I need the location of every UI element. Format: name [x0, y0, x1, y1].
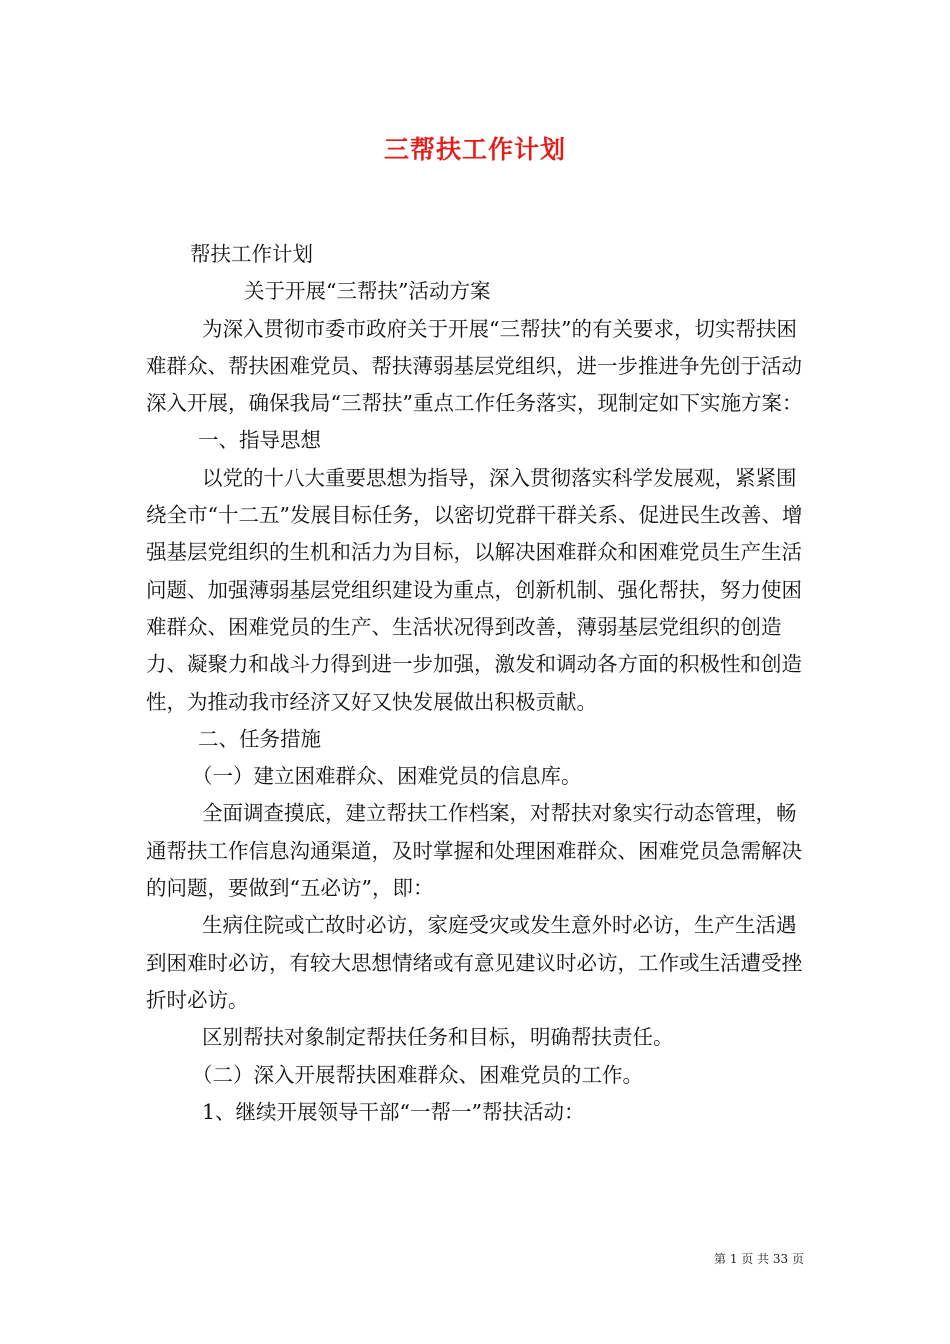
subtitle-scheme: 关于开展“三帮扶”活动方案	[244, 279, 491, 304]
page-number: 第 1 页 共 33 页	[714, 1252, 804, 1266]
document-title: 三帮扶工作计划	[383, 135, 566, 164]
paragraph-survey: 全面调查摸底，建立帮扶工作档案，对帮扶对象实行动态管理，畅通帮扶工作信息沟通渠道，及时掌握和处理困难群众、困难党员急需解决的问题，要做到“五必访”，即：	[146, 801, 802, 901]
subtitle-plan: 帮扶工作计划	[190, 242, 313, 266]
paragraph-five-visits: 生病住院或亡故时必访，家庭受灾或发生意外时必访，生产生活遇到困难时必访，有较大思想情绪或有意见建议时必访，工作或生活遭受挫折时必访。	[146, 913, 802, 1012]
paragraph-one-to-one: 1、继续开展领导干部“一帮一”帮扶活动：	[202, 1099, 585, 1124]
paragraph-guiding-thought: 以党的十八大重要思想为指导，深入贯彻落实科学发展观，紧紧围绕全市“十二五”发展目标任务，以密切党群干群关系、促进民生改善、增强基层党组织的生机和活力为目标，以解决困难群众和困难党员生产生活问题、加强薄弱基层党组织建设为重点，创新机制、强化帮扶，努力使困难群众、困难党员的生产、生活状况得到改善，薄弱基层党组织的创造力、凝聚力和战斗力得到进一步加强，激发和调动各方面的积极性和创造性，为推动我市经济又好又快发展做出积极贡献。	[146, 465, 803, 714]
subsection-heading-database: （一）建立困难群众、困难党员的信息库。	[192, 764, 582, 789]
section-heading-tasks: 二、任务措施	[198, 726, 321, 751]
document-body	[146, 236, 816, 1131]
paragraph-targets: 区别帮扶对象制定帮扶任务和目标，明确帮扶责任。	[202, 1025, 674, 1050]
paragraph-intro: 为深入贯彻市委市政府关于开展“三帮扶”的有关要求，切实帮扶困难群众、帮扶困难党员、帮扶薄弱基层党组织，进一步推进争先创于活动深入开展，确保我局“三帮扶”重点工作任务落实，现制定如下实施方案：	[146, 316, 803, 416]
section-heading-guiding-thought: 一、指导思想	[198, 428, 321, 453]
subsection-heading-assistance: （二）深入开展帮扶困难群众、困难党员的工作。	[192, 1062, 643, 1087]
